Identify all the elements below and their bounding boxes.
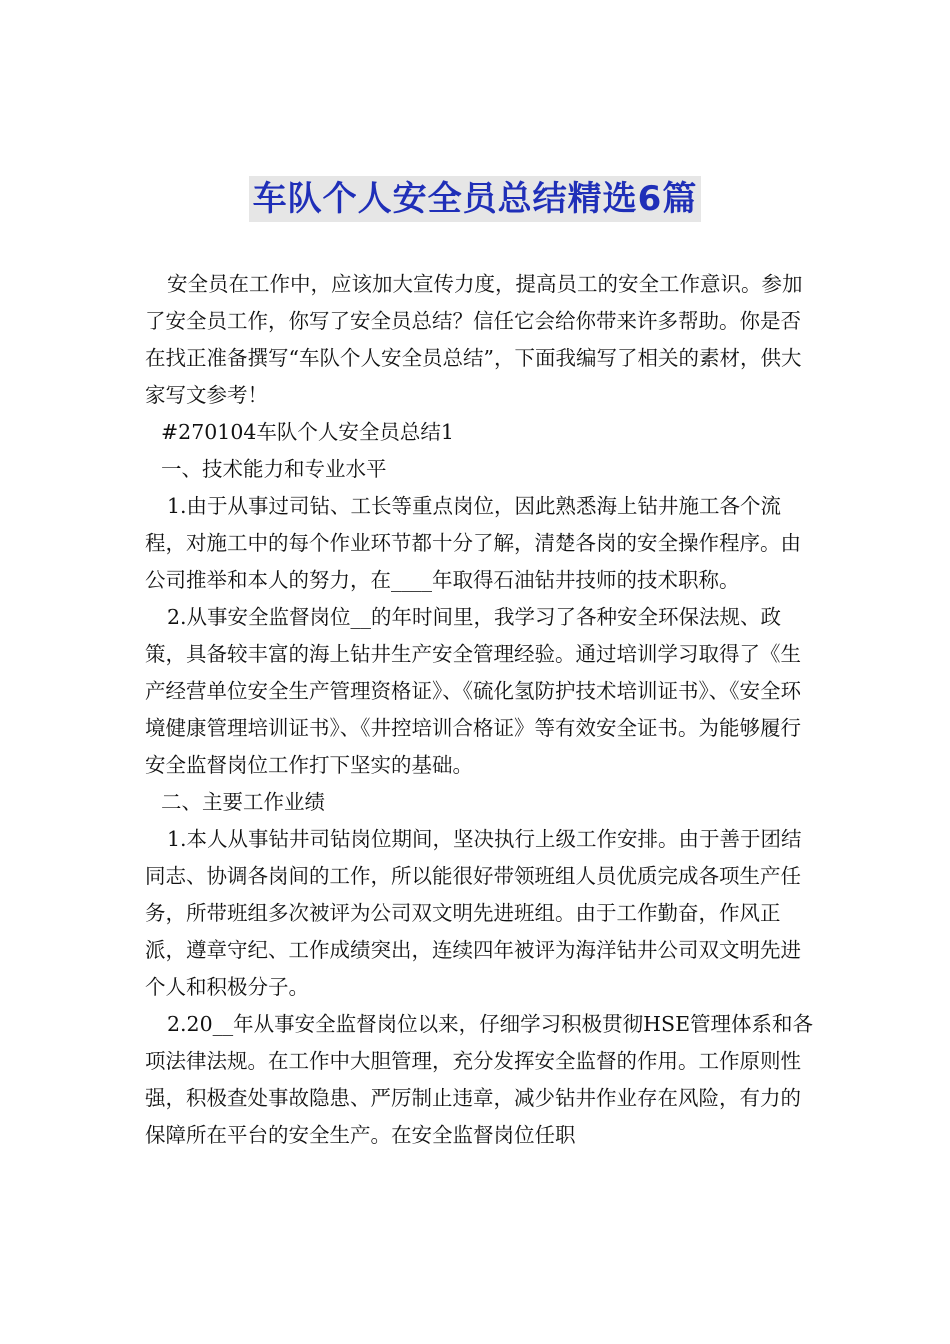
subsection-heading-tech: 一、技术能力和专业水平 — [161, 457, 387, 481]
document-title: 车队个人安全员总结精选6篇 — [249, 176, 702, 222]
title-container — [0, 176, 950, 222]
document-body — [145, 266, 817, 1154]
subsection-heading-achievements: 二、主要工作业绩 — [161, 790, 325, 814]
section-heading-1: #270104车队个人安全员总结1 — [161, 420, 454, 444]
paragraph-achievements-1: 1.本人从事钻井司钻岗位期间，坚决执行上级工作安排。由于善于团结同志、协调各岗间的工作，所以能很好带领班组人员优质完成各项生产任务，所带班组多次被评为公司双文明先进班组。由于工作勤奋，作风正派，遵章守纪、工作成绩突出，连续四年被评为海洋钻井公司双文明先进个人和积极分子。 — [145, 827, 802, 999]
paragraph-tech-1: 1.由于从事过司钻、工长等重点岗位，因此熟悉海上钻井施工各个流程，对施工中的每个作业环节都十分了解，清楚各岗的安全操作程序。由公司推举和本人的努力，在____年取得石油钻井技师的技术职称。 — [145, 494, 801, 592]
paragraph-tech-2: 2.从事安全监督岗位__的年时间里，我学习了各种安全环保法规、政策，具备较丰富的海上钻井生产安全管理经验。通过培训学习取得了《生产经营单位安全生产管理资格证》、《硫化氢防护技术培训证书》、《安全环境健康管理培训证书》、《井控培训合格证》等有效安全证书。为能够履行安全监督岗位工作打下坚实的基础。 — [145, 605, 801, 777]
paragraph-achievements-2: 2.20__年从事安全监督岗位以来，仔细学习积极贯彻HSE管理体系和各项法律法规。在工作中大胆管理，充分发挥安全监督的作用。工作原则性强，积极查处事故隐患、严厉制止违章，减少钻井作业存在风险，有力的保障所在平台的安全生产。在安全监督岗位任职 — [145, 1012, 814, 1147]
intro-paragraph: 安全员在工作中，应该加大宣传力度，提高员工的安全工作意识。参加了安全员工作，你写了安全员总结？信任它会给你带来许多帮助。你是否在找正准备撰写“车队个人安全员总结”，下面我编写了相关的素材，供大家写文参考！ — [145, 272, 803, 407]
